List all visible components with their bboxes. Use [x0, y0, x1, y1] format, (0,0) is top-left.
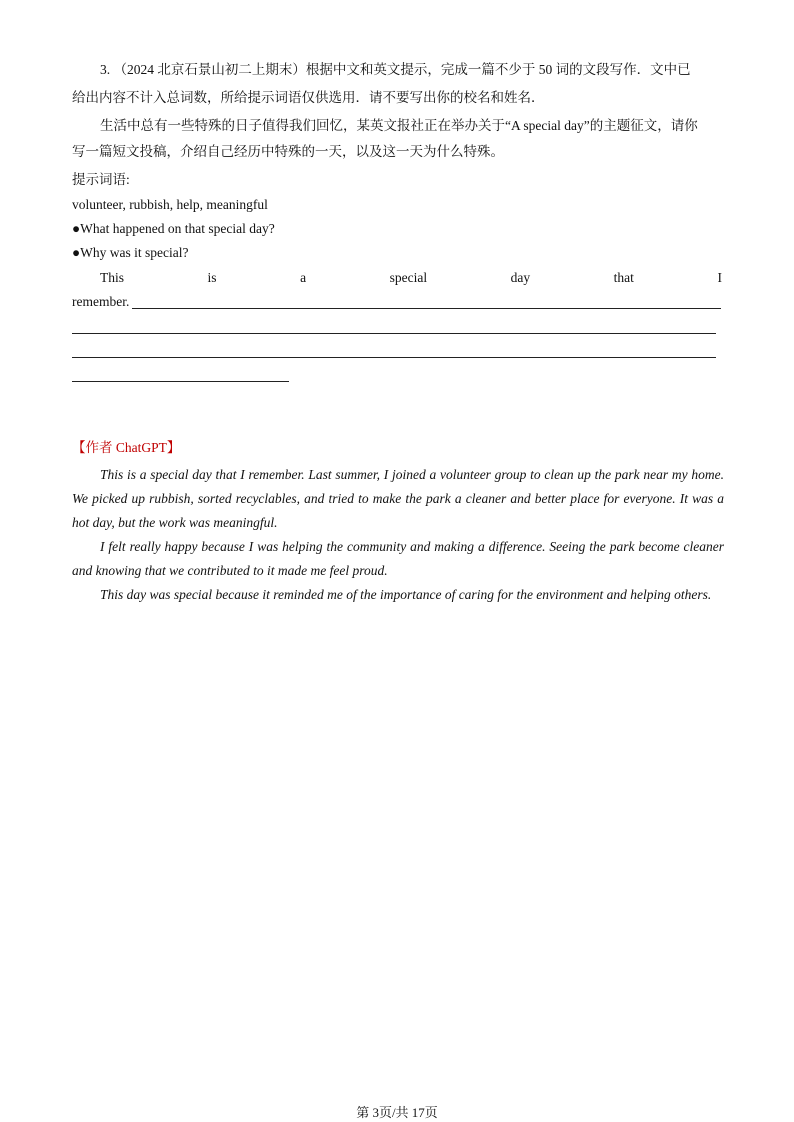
- hint-words: volunteer, rubbish, help, meaningful: [72, 197, 268, 212]
- starter-word: day: [510, 270, 531, 285]
- answer-paragraph-2: I felt really happy because I was helping the community and making a difference. Seeing the park become cleaner and knowing that we contributed to it made me feel proud.: [72, 539, 724, 578]
- answer-blank-line: [72, 357, 716, 358]
- document-page: [72, 0, 722, 1122]
- hint-bullet-1: ●What happened on that special day?: [72, 221, 275, 236]
- answer-blank-line: [132, 308, 721, 309]
- prompt-text-line-1: 生活中总有一些特殊的日子值得我们回忆，某英文报社正在举办关于“A special day”的主题征文，请你: [100, 118, 698, 133]
- starter-word: is: [207, 270, 217, 285]
- starter-word: This: [100, 270, 125, 285]
- answer-blank-line: [72, 333, 716, 334]
- hint-label: 提示词语:: [72, 172, 130, 187]
- starter-word: that: [613, 270, 634, 285]
- author-label: 【作者 ChatGPT】: [72, 440, 181, 455]
- question-text-line-2: 给出内容不计入总词数，所给提示词语仅供选用．请不要写出你的校名和姓名．: [72, 90, 545, 105]
- starter-sentence: [72, 268, 722, 288]
- answer-paragraph-3: This day was special because it reminded me of the importance of caring for the environment and helping others.: [100, 587, 712, 602]
- page-number-footer: 第 3页/共 17页: [356, 1105, 438, 1120]
- answer-paragraph-1: This is a special day that I remember. Last summer, I joined a volunteer group to clean up the park near my home. We picked up rubbish, sorted recyclables, and tried to make the park a cleaner and better place for everyone. It was a hot day, but the work was meaningful.: [72, 467, 724, 530]
- question-text-line-1: 3. （2024 北京石景山初二上期末）根据中文和英文提示，完成一篇不少于 50 词的文段写作．文中已: [100, 62, 691, 77]
- answer-blank-line: [72, 381, 289, 382]
- starter-word: I: [717, 270, 722, 285]
- starter-word: a: [300, 270, 307, 285]
- starter-sentence-end: remember.: [72, 294, 130, 309]
- hint-bullet-2: ●Why was it special?: [72, 245, 189, 260]
- starter-word: special: [389, 270, 428, 285]
- prompt-text-line-2: 写一篇短文投稿，介绍自己经历中特殊的一天，以及这一天为什么特殊。: [72, 144, 504, 159]
